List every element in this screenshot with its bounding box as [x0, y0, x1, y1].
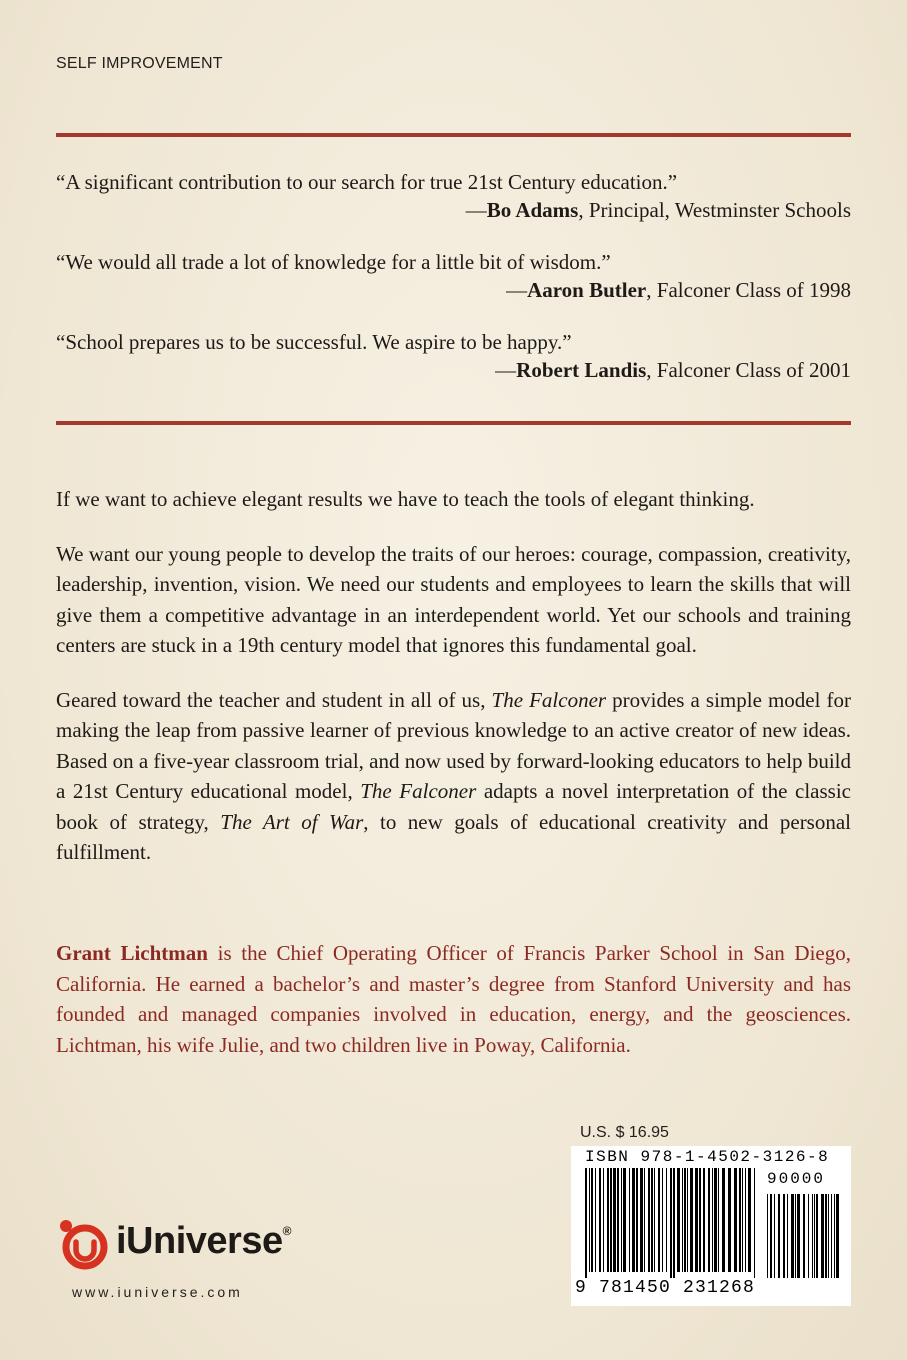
barcode-bar	[699, 1168, 701, 1272]
barcode-digits: 9 781450 231268	[575, 1278, 756, 1298]
barcode-bar	[648, 1168, 650, 1272]
barcode-bar	[695, 1168, 698, 1272]
quote-text: “School prepares us to be successful. We aspire to be happy.”	[56, 330, 572, 354]
book-title-italic: The Falconer	[360, 779, 477, 803]
barcode-bar	[783, 1194, 785, 1278]
quote	[56, 328, 851, 384]
barcode-bar	[687, 1168, 688, 1272]
barcode-bar	[718, 1168, 719, 1272]
barcode-bar	[742, 1168, 743, 1272]
quote	[56, 248, 851, 304]
barcode-bar	[636, 1168, 638, 1272]
quote-author: Bo Adams	[486, 198, 579, 222]
barcode-bar	[825, 1194, 827, 1278]
quote-author: Robert Landis	[516, 358, 647, 382]
barcode-bar	[821, 1194, 824, 1278]
barcode-bar	[617, 1168, 619, 1272]
barcode-bar	[739, 1168, 741, 1272]
endorsements	[56, 168, 851, 408]
barcode-bar	[828, 1194, 829, 1278]
quote-attribution	[56, 356, 851, 384]
barcode-bar	[623, 1168, 626, 1272]
barcode-bar	[651, 1168, 653, 1272]
barcode-bar	[836, 1194, 839, 1278]
author-bio	[56, 938, 851, 1060]
barcode-bar	[595, 1168, 596, 1272]
barcode-bar	[767, 1194, 768, 1278]
barcode-bar	[816, 1194, 818, 1278]
barcode-bar	[745, 1168, 746, 1272]
barcode	[571, 1146, 851, 1306]
barcode-bar	[708, 1168, 710, 1272]
barcode-bar	[589, 1168, 590, 1272]
attribution-dash: —	[495, 358, 517, 382]
barcode-bar	[621, 1168, 622, 1272]
text-run: provides a simple model for making the leap from passive learner of previous knowledge to an active creator of new ideas. Based on a five-year classroom trial, and now used by forward-looking educators to help build a 21st Century educational model,	[56, 687, 851, 803]
author-name: Grant Lichtman	[56, 941, 208, 965]
barcode-bar	[640, 1168, 643, 1272]
registered-mark: ®	[282, 1224, 291, 1238]
barcode-bar	[677, 1168, 680, 1272]
barcode-bar	[712, 1168, 713, 1272]
barcode-bar	[748, 1168, 751, 1272]
barcode-bar	[607, 1168, 609, 1272]
barcode-bar	[787, 1194, 788, 1278]
quote-text: “A significant contribution to our search for true 21st Century education.”	[56, 170, 678, 194]
barcode-bar	[734, 1168, 737, 1272]
barcode-bar	[795, 1194, 796, 1278]
quote-author-title: , Principal, Westminster Schools	[578, 198, 851, 222]
description-paragraph: We want our young people to develop the traits of our heroes: courage, compassion, creativity, leadership, invention, vision. We need our students and employees to learn the skills that will give them a competitive advantage in an interdependent world. Yet our schools and training centers are stuck in a 19th century model that ignores this fundamental goal.	[56, 541, 851, 657]
barcode-bar	[714, 1168, 717, 1272]
book-title-italic: The Art of War	[220, 809, 364, 834]
barcode-bar	[673, 1168, 675, 1278]
attribution-dash: —	[465, 198, 487, 222]
quote-attribution	[56, 276, 851, 304]
barcode-bar	[603, 1168, 604, 1272]
barcode-bar	[662, 1168, 663, 1272]
description-paragraph	[56, 685, 851, 868]
quote	[56, 168, 851, 224]
barcode-bar	[613, 1168, 616, 1272]
publisher-name	[116, 1220, 291, 1263]
barcode-bar	[632, 1168, 635, 1272]
text-run: Geared toward the teacher and student in all of us,	[56, 687, 492, 712]
text-run: adapts a novel interpretation of the classic book of strategy,	[56, 779, 851, 834]
barcode-bar	[812, 1194, 813, 1278]
barcode-bar	[834, 1194, 835, 1278]
barcode-bar	[610, 1168, 612, 1272]
barcode-bar	[585, 1168, 587, 1278]
barcode-bar	[814, 1194, 815, 1278]
quote-text: “We would all trade a lot of knowledge for a little bit of wisdom.”	[56, 250, 611, 274]
quote-author-title: , Falconer Class of 1998	[646, 278, 851, 302]
barcode-bar	[803, 1194, 805, 1278]
top-divider	[56, 133, 851, 137]
barcode-bar	[722, 1168, 725, 1272]
price-label: U.S. $ 16.95	[580, 1124, 669, 1141]
barcode-bar	[808, 1194, 809, 1278]
barcode-bar	[682, 1168, 683, 1272]
barcode-bar	[670, 1168, 672, 1278]
publisher-name-text: iUniverse	[116, 1220, 283, 1262]
barcode-bar	[728, 1168, 731, 1272]
description-paragraph: If we want to achieve elegant results we have to teach the tools of elegant thinking.	[56, 487, 755, 511]
publisher-url: www.iuniverse.com	[72, 1284, 243, 1300]
barcode-bar	[591, 1168, 593, 1272]
quote-attribution	[56, 196, 851, 224]
barcode-bar	[684, 1168, 686, 1272]
barcode-bar	[629, 1168, 630, 1272]
barcode-addon: 90000	[767, 1170, 826, 1188]
isbn-label: ISBN 978-1-4502-3126-8	[585, 1148, 830, 1166]
barcode-bar	[654, 1168, 655, 1272]
barcode-bar	[599, 1168, 601, 1272]
book-description	[56, 484, 851, 892]
barcode-bar	[754, 1168, 755, 1278]
quote-author: Aaron Butler	[527, 278, 647, 302]
barcode-bar	[703, 1168, 705, 1272]
barcode-bar	[778, 1194, 780, 1278]
barcode-bar	[831, 1194, 832, 1278]
barcode-bar	[797, 1194, 800, 1278]
book-title-italic: The Falconer	[491, 687, 607, 712]
category-label: SELF IMPROVEMENT	[56, 55, 223, 72]
text-run: , to new goals of educational creativity and personal fulfillment.	[56, 809, 852, 864]
barcode-bar	[666, 1168, 667, 1272]
barcode-bar	[791, 1194, 794, 1278]
quote-author-title: , Falconer Class of 2001	[646, 358, 851, 382]
barcode-bar	[774, 1194, 775, 1278]
author-bio-text: is the Chief Operating Officer of Francis Parker School in San Diego, California. He earned a bachelor’s and master’s degree from Stanford University and has founded and managed companies involved in education, energy, and the geosciences. Lichtman, his wife Julie, and two children live in Poway, California.	[56, 941, 852, 1057]
bottom-divider	[56, 421, 851, 425]
barcode-bar	[770, 1194, 772, 1278]
attribution-dash: —	[506, 278, 528, 302]
barcode-bar	[690, 1168, 693, 1272]
barcode-bar	[658, 1168, 660, 1272]
iuniverse-logo-icon	[58, 1218, 110, 1272]
barcode-bar	[644, 1168, 645, 1272]
